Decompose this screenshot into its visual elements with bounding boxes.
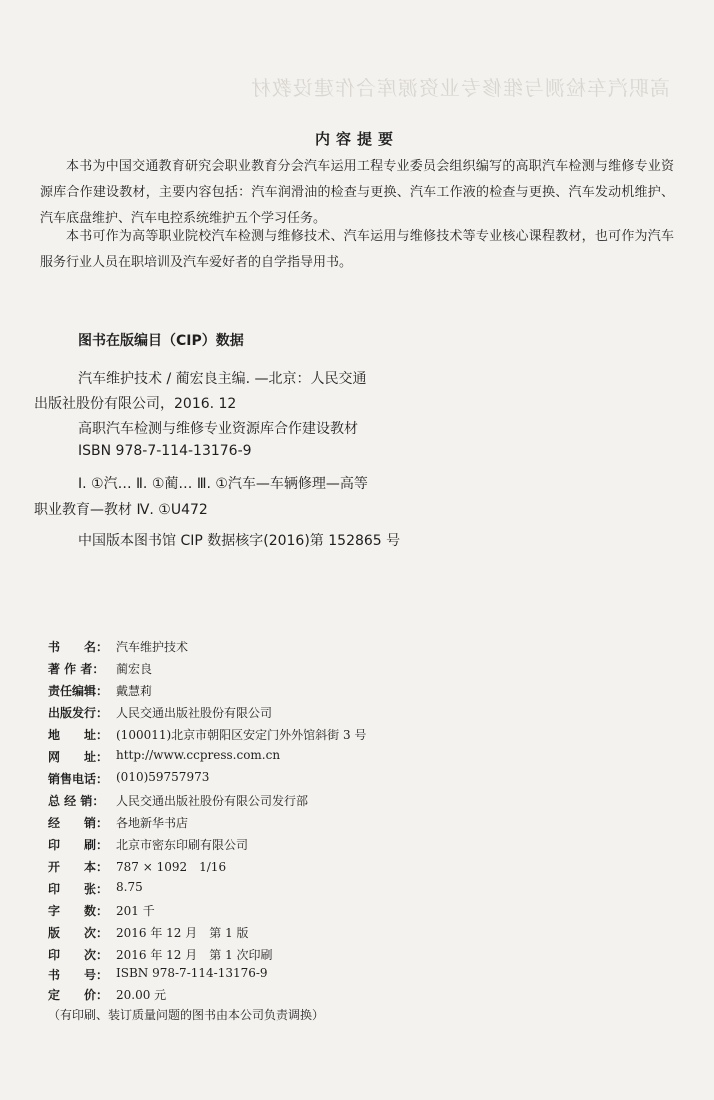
colophon-key: 书 名： [48,640,109,654]
colophon-value: 787 × 1092 1/16 [116,860,227,874]
colophon-value: (010)59757973 [116,770,210,784]
colophon-row [48,836,248,853]
cip-line: ISBN 978-7-114-13176-9 [78,443,252,459]
cip-line: 职业教育—教材 Ⅳ. ①U472 [34,502,208,518]
colophon-value: 汽车维护技术 [116,640,189,654]
colophon-row [48,966,268,983]
colophon-key: 出版发行： [48,706,109,720]
colophon-value: 人民交通出版社股份有限公司 [116,706,273,720]
colophon-row [48,880,143,897]
colophon-row [48,704,272,721]
colophon-value: 北京市密东印刷有限公司 [116,838,249,852]
colophon-value: 2016 年 12 月 第 1 次印刷 [116,948,273,962]
colophon-key: 印 次： [48,948,109,962]
colophon-key: 定 价： [48,988,109,1002]
colophon-row [48,726,366,743]
colophon-key: 开 本： [48,860,109,874]
colophon-key: 地 址： [48,728,109,742]
colophon-row [48,924,249,941]
colophon-row [48,660,152,677]
colophon-row [48,770,209,787]
bleed-through-text: 高职汽车检测与维修专业资源库合作建设教材 [250,76,670,100]
colophon-key: 字 数： [48,904,109,918]
colophon-row [48,814,188,831]
colophon-row [48,638,188,655]
colophon-value: http://www.ccpress.com.cn [116,748,281,762]
colophon-key: 著 作 者： [48,662,105,676]
cip-line: 汽车维护技术 / 蔺宏良主编. —北京：人民交通 [78,371,367,387]
colophon-key: 印 张： [48,882,109,896]
colophon-value: 201 千 [116,904,155,918]
colophon-row [48,902,155,919]
colophon-key: 印 刷： [48,838,109,852]
colophon-value: 各地新华书店 [116,816,189,830]
colophon-value: 戴慧莉 [116,684,153,698]
cip-line: Ⅰ. ①汽… Ⅱ. ①蔺… Ⅲ. ①汽车—车辆修理—高等 [78,476,368,492]
colophon-value: 人民交通出版社股份有限公司发行部 [116,794,309,808]
colophon-key: 责任编辑： [48,684,109,698]
colophon-key: 网 址： [48,750,109,764]
colophon-value: ISBN 978-7-114-13176-9 [116,966,268,980]
colophon-key: 总 经 销： [48,794,105,808]
colophon-value: (100011)北京市朝阳区安定门外外馆斜街 3 号 [116,728,367,742]
colophon-row [48,986,166,1003]
colophon-key: 销售电话： [48,772,109,786]
colophon-value: 8.75 [116,880,143,894]
colophon-value: 蔺宏良 [116,662,153,676]
colophon-row [48,748,280,765]
colophon-row [48,946,273,963]
colophon-key: 经 销： [48,816,109,830]
cip-line: 出版社股份有限公司，2016. 12 [34,396,237,412]
colophon-key: 书 号： [48,968,109,982]
summary-paragraph: 本书可作为高等职业院校汽车检测与维修技术、汽车运用与维修技术等专业核心课程教材，也可作为汽车服务行业人员在职培训及汽车爱好者的自学指导用书。 [40,229,674,270]
colophon-key: 版 次： [48,926,109,940]
colophon-value: 2016 年 12 月 第 1 版 [116,926,249,940]
cip-heading: 图书在版编目（CIP）数据 [78,333,244,349]
colophon-row [48,858,226,875]
summary-title: 内容提要 [314,130,399,148]
cip-line: 中国版本图书馆 CIP 数据核字(2016)第 152865 号 [78,533,401,549]
quality-footnote: （有印刷、装订质量问题的图书由本公司负责调换） [48,1008,325,1022]
colophon-row [48,792,308,809]
colophon-value: 20.00 元 [116,988,167,1002]
colophon-row [48,682,152,699]
summary-paragraph: 本书为中国交通教育研究会职业教育分会汽车运用工程专业委员会组织编写的高职汽车检测与维修专业资源库合作建设教材，主要内容包括：汽车润滑油的检查与更换、汽车工作液的检查与更换、汽车发动机维护、汽车底盘维护、汽车电控系统维护五个学习任务。 [40,159,674,226]
cip-line: 高职汽车检测与维修专业资源库合作建设教材 [78,421,358,437]
